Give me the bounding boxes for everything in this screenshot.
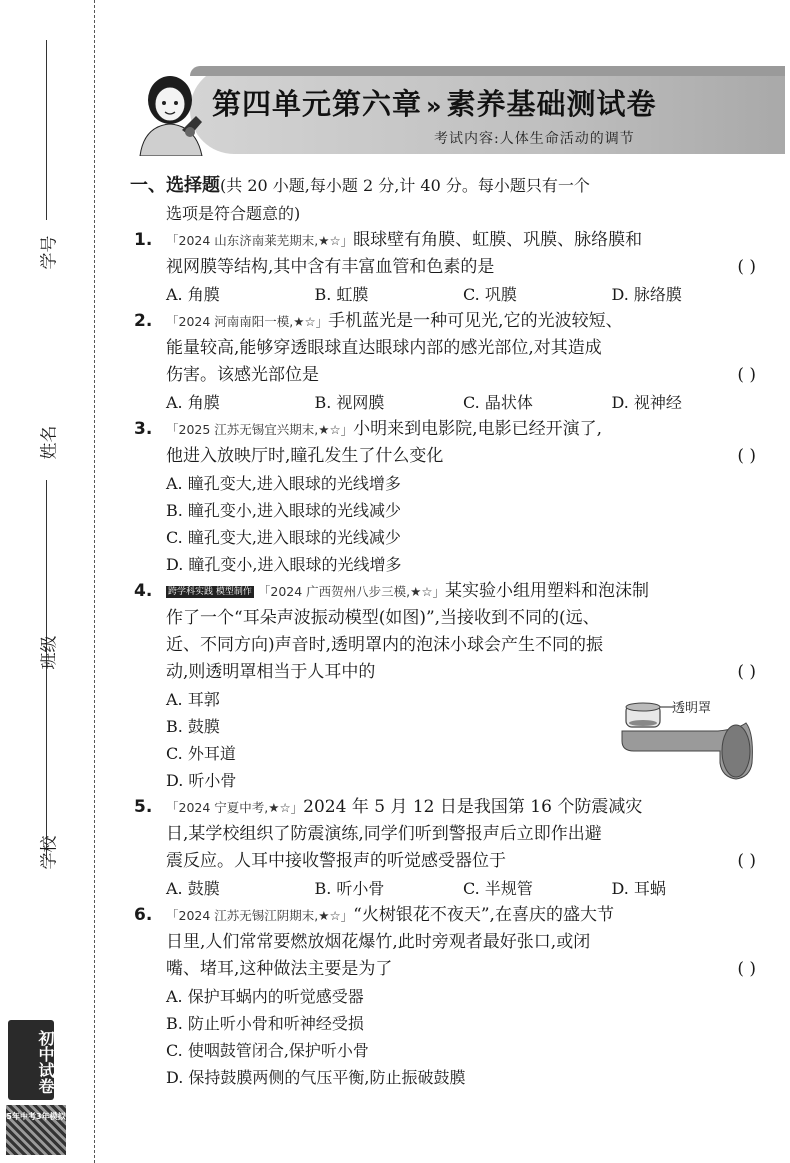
option-c[interactable]: C. 晶状体 — [463, 393, 533, 412]
question-stem-line: 他进入放映厅时,瞳孔发生了什么变化 — [166, 446, 444, 466]
question-stem-line: 2024 年 5 月 12 日是我国第 16 个防震减灾 — [303, 797, 643, 817]
question-section — [130, 172, 760, 1091]
question-4 — [130, 578, 760, 686]
title-separator: » — [426, 92, 443, 120]
option-c[interactable]: C. 巩膜 — [463, 285, 517, 304]
title-part2: 素养基础测试卷 — [446, 87, 657, 121]
option-a[interactable]: A. 角膜 — [166, 393, 220, 412]
option-c[interactable]: C. 使咽鼓管闭合,保护听小骨 — [166, 1041, 369, 1060]
question-stem-line: 眼球壁有角膜、虹膜、巩膜、脉络膜和 — [353, 230, 643, 250]
class-field — [30, 560, 70, 800]
question-stem-line: 手机蓝光是一种可见光,它的光波较短、 — [328, 311, 623, 331]
option-b[interactable]: B. 听小骨 — [314, 879, 385, 898]
question-stem-line: 动,则透明罩相当于人耳中的 — [166, 662, 376, 682]
question-1 — [130, 227, 760, 281]
interdisciplinary-tag: 跨学科实践 模型制作 — [168, 586, 252, 597]
question-source: 「2024 河南南阳一模,★☆」 — [166, 314, 329, 329]
question-stem-line: 伤害。该感光部位是 — [166, 365, 319, 385]
question-number: 6. — [134, 905, 153, 925]
option-c[interactable]: C. 外耳道 — [166, 744, 236, 763]
brand-series-badge: 5年中考3年模拟 — [6, 1105, 66, 1155]
title-part1: 第四单元第六章 — [212, 87, 423, 121]
question-stem-line: 小明来到电影院,电影已经开演了, — [353, 419, 602, 439]
question-stem-line: 作了一个“耳朵声波振动模型(如图)”,当接收到不同的(远、 — [166, 608, 600, 628]
option-d[interactable]: D. 视神经 — [611, 393, 682, 412]
question-3 — [130, 416, 760, 470]
option-b[interactable]: B. 虹膜 — [314, 285, 369, 304]
question-stem-line: 能量较高,能够穿透眼球直达眼球内部的感光部位,对其造成 — [166, 338, 602, 358]
section-desc-line2: 选项是符合题意的) — [166, 204, 301, 223]
school-field — [30, 800, 70, 1040]
answer-blank[interactable]: ( ) — [737, 959, 756, 979]
option-a[interactable]: A. 角膜 — [166, 285, 220, 304]
student-avatar-icon — [130, 70, 212, 156]
question-number: 1. — [134, 230, 153, 250]
question-stem-line: 日里,人们常常要燃放烟花爆竹,此时旁观者最好张口,或闭 — [166, 932, 591, 952]
answer-blank[interactable]: ( ) — [737, 446, 756, 466]
option-b[interactable]: B. 鼓膜 — [166, 717, 220, 736]
option-d[interactable]: D. 听小骨 — [166, 771, 237, 790]
school-label: 学校 — [39, 835, 60, 870]
option-a[interactable]: A. 鼓膜 — [166, 879, 220, 898]
figure-label-transparent-cover: 透明罩 — [672, 701, 712, 716]
option-b[interactable]: B. 防止听小骨和听神经受损 — [166, 1014, 364, 1033]
section-label: 一、选择题 — [130, 175, 220, 196]
option-d[interactable]: D. 脉络膜 — [611, 285, 682, 304]
question-5-options — [130, 875, 760, 902]
question-source: 「2024 广西贺州八步三模,★☆」 — [257, 584, 446, 599]
option-d[interactable]: D. 耳蜗 — [611, 879, 666, 898]
answer-blank[interactable]: ( ) — [737, 257, 756, 277]
question-source: 「2024 宁夏中考,★☆」 — [166, 800, 304, 815]
question-stem-line: 近、不同方向)声音时,透明罩内的泡沫小球会产生不同的振 — [166, 635, 604, 655]
option-c[interactable]: C. 半规管 — [463, 879, 533, 898]
exam-scope: 考试内容:人体生命活动的调节 — [434, 131, 635, 147]
question-stem-line: “火树银花不夜天”,在喜庆的盛大节 — [353, 905, 614, 925]
question-source: 「2024 山东济南莱芜期末,★☆」 — [166, 233, 354, 248]
brand-badge: 初中试卷 — [8, 1020, 54, 1100]
header-bg-top — [190, 66, 785, 76]
question-2-options — [130, 389, 760, 416]
student-id-label: 学号 — [39, 235, 60, 270]
option-c[interactable]: C. 瞳孔变大,进入眼球的光线减少 — [166, 528, 401, 547]
option-a[interactable]: A. 保护耳蜗内的听觉感受器 — [166, 987, 364, 1006]
option-b[interactable]: B. 视网膜 — [314, 393, 385, 412]
header-banner — [130, 66, 785, 156]
question-number: 3. — [134, 419, 153, 439]
answer-blank[interactable]: ( ) — [737, 851, 756, 871]
option-b[interactable]: B. 瞳孔变小,进入眼球的光线减少 — [166, 501, 402, 520]
student-id-line — [46, 40, 47, 220]
question-2 — [130, 308, 760, 389]
school-line-upper — [46, 680, 47, 820]
question-stem-line: 某实验小组用塑料和泡沫制 — [445, 581, 650, 601]
option-a[interactable]: A. 瞳孔变大,进入眼球的光线增多 — [166, 474, 401, 493]
name-field — [30, 290, 70, 530]
section-desc-line1: (共 20 小题,每小题 2 分,计 40 分。每小题只有一个 — [220, 176, 590, 195]
question-stem-line: 震反应。人耳中接收警报声的听觉感受器位于 — [166, 851, 506, 871]
binding-cut-line — [94, 0, 95, 1163]
option-d[interactable]: D. 瞳孔变小,进入眼球的光线增多 — [166, 555, 402, 574]
section-heading — [130, 172, 760, 200]
option-d[interactable]: D. 保持鼓膜两侧的气压平衡,防止振破鼓膜 — [166, 1068, 466, 1087]
question-number: 5. — [134, 797, 153, 817]
class-label: 班级 — [39, 635, 60, 670]
student-id-field — [30, 40, 70, 280]
question-5 — [130, 794, 760, 875]
question-stem-line: 视网膜等结构,其中含有丰富血管和色素的是 — [166, 257, 495, 277]
question-source: 「2024 江苏无锡江阴期末,★☆」 — [166, 908, 354, 923]
name-label: 姓名 — [39, 425, 60, 460]
option-a[interactable]: A. 耳郭 — [166, 690, 220, 709]
question-6 — [130, 902, 760, 983]
question-number: 4. — [134, 581, 153, 601]
answer-blank[interactable]: ( ) — [737, 662, 756, 682]
question-stem-line: 嘴、堵耳,这种做法主要是为了 — [166, 959, 393, 979]
question-stem-line: 日,某学校组织了防震演练,同学们听到警报声后立即作出避 — [166, 824, 602, 844]
page-title — [212, 82, 657, 123]
question-number: 2. — [134, 311, 153, 331]
question-source: 「2025 江苏无锡宜兴期末,★☆」 — [166, 422, 354, 437]
question-1-options — [130, 281, 760, 308]
answer-blank[interactable]: ( ) — [737, 365, 756, 385]
